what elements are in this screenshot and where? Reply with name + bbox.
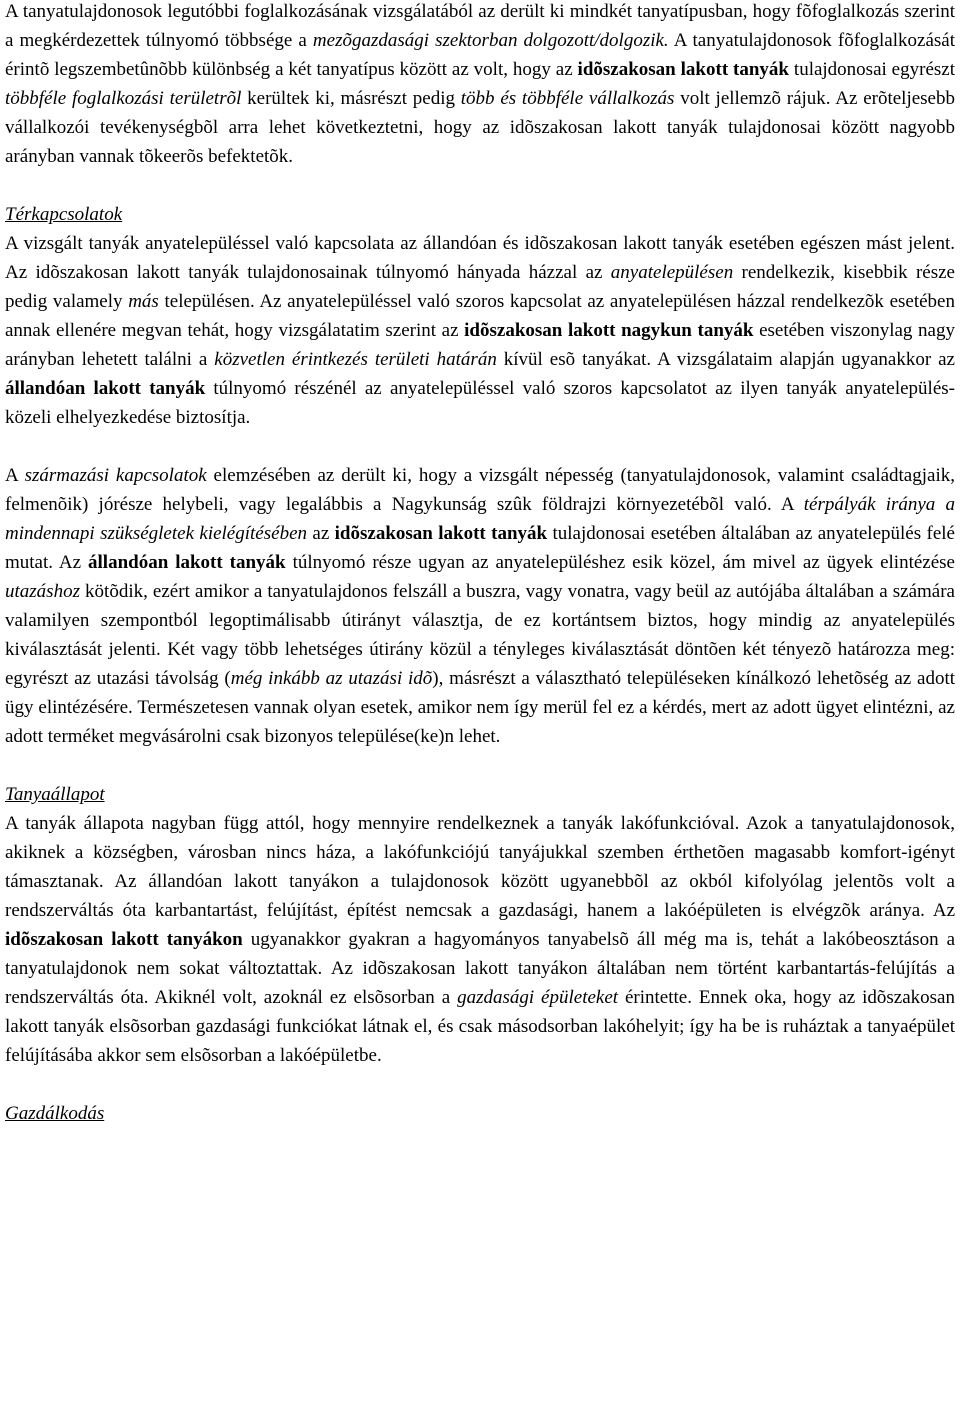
paragraph-spacer bbox=[5, 171, 955, 200]
paragraph-spacer bbox=[5, 751, 955, 780]
intro-bold-periodic-farms: idõszakosan lakott tanyák bbox=[577, 59, 790, 80]
text-run: ugyanakkor gyakran a hagyományos tanyabelsõ áll még ma is, tehát a lakóbeosztáson a tanyatulajdonok nem sokat változtattak. Az idõszakosan lakott tanyákon általában nem történt karbantartás-felújítás a rendszerváltás óta. Akiknél volt, azoknál ez elsõsorban a bbox=[5, 929, 955, 1008]
text-run: az bbox=[307, 523, 335, 544]
text-run: településen. Az anyatelepüléssel való szoros kapcsolat az anyatelepülésen házzal rendelkezõk esetében annak ellenére megvan tehát, hogy vizsgálatatim szerint az bbox=[5, 291, 955, 341]
intro-text-3: tulajdonosai egyrészt bbox=[789, 59, 955, 80]
bold-run: idõszakosan lakott tanyákon bbox=[5, 929, 243, 950]
paragraph-spacer bbox=[5, 1070, 955, 1099]
intro-emphasis-sector: mezõgazdasági szektorban dolgozott/dolgozik. bbox=[312, 30, 669, 51]
emphasis-run: közvetlen érintkezés területi határán bbox=[214, 349, 497, 370]
emphasis-run: származási kapcsolatok bbox=[24, 465, 207, 486]
section-heading-gazdalkodas: Gazdálkodás bbox=[5, 1103, 105, 1124]
intro-text-2: A tanyatulajdonosok fõfoglalkozását érintõ legszembetûnõbb különbség a két tanyatípus között az volt, hogy az bbox=[5, 30, 955, 80]
bold-run: állandóan lakott tanyák bbox=[5, 378, 206, 399]
intro-text-5: volt jellemzõ rájuk. Az erõteljesebb vállalkozói tevékenységbõl arra lehet következtetni, hogy az idõszakosan lakott tanyák tulajdonosai között nagyobb arányban vannak tõkeerõs befektetõk. bbox=[5, 88, 955, 167]
text-run: ), másrészt a választható településeken kínálkozó lehetõség az adott ügy elintézésére. Természetesen vannak olyan esetek, amikor nem így merül fel ez a kérdés, mert az adott ügyet elintézni, az adott terméket megvásárolni csak bizonyos települése(ke)n lehet. bbox=[5, 668, 956, 747]
text-run: kívül esõ tanyákat. A vizsgálataim alapján ugyanakkor az bbox=[496, 349, 955, 370]
text-run: túlnyomó részénél az anyatelepüléssel való szoros kapcsolatot az ilyen tanyák anyatelepülés-közeli elhelyezkedése biztosítja. bbox=[5, 378, 955, 428]
text-run: A tanyák állapota nagyban függ attól, hogy mennyire rendelkeznek a tanyák lakófunkcióval. Azok a tanyatulajdonosok, akiknek a községben, városban nincs háza, a lakófunkciójú tanyájukkal szemben érthetõen magasabb komfort-igényt támasztanak. Az állandóan lakott tanyákon a tulajdonosok között ugyanebbõl az okból kifolyólag jelentõs volt a rendszerváltás óta karbantartást, felújítást, építést nemcsak a gazdasági, hanem a lakóépületen is elvégzõk aránya. Az bbox=[5, 813, 955, 921]
bold-run: idõszakosan lakott nagykun tanyák bbox=[464, 320, 754, 341]
terkapcsolatok-paragraph-1 bbox=[5, 229, 955, 432]
intro-text-1: A tanyatulajdonosok legutóbbi foglalkozásának vizsgálatából az derült ki mindkét tanyatípusban, hogy fõfoglalkozás szerint a megkérdezettek túlnyomó többsége a bbox=[5, 1, 955, 51]
text-run: tulajdonosai esetében általában az anyatelepülés felé mutat. Az bbox=[5, 523, 955, 573]
emphasis-run: gazdasági épületeket bbox=[457, 987, 619, 1008]
text-run: A vizsgált tanyák anyatelepüléssel való kapcsolata az állandóan és idõszakosan lakott tanyák esetében egészen mást jelent. Az idõszakosan lakott tanyák tulajdonosainak túlnyomó hányada házzal az bbox=[5, 233, 955, 283]
text-run: esetében viszonylag nagy arányban lehetett találni a bbox=[5, 320, 955, 370]
text-run: túlnyomó része ugyan az anyatelepüléshez esik közel, ám mivel az ügyek elintézése bbox=[285, 552, 955, 573]
text-run: A bbox=[5, 465, 25, 486]
paragraph-spacer bbox=[5, 432, 955, 461]
intro-paragraph bbox=[5, 0, 955, 171]
bold-run: idõszakosan lakott tanyák bbox=[334, 523, 548, 544]
tanyaallapot-paragraph-1 bbox=[5, 809, 955, 1070]
text-run: elemzésében az derült ki, hogy a vizsgált népesség (tanyatulajdonosok, valamint családtagjaik, felmenõik) jórésze helybeli, vagy legalábbis a Nagykunság szûk földrajzi környezetébõl való. A bbox=[5, 465, 955, 515]
intro-emphasis-occupations: többféle foglalkozási területrõl bbox=[5, 88, 242, 109]
text-run: érintette. Ennek oka, hogy az idõszakosan lakott tanyák elsõsorban gazdasági funkciókat látnak el, és csak másodsorban lakóhelyit; így ha be is ruháztak a tanyaépület felújításába akkor sem elsõsorban a lakóépületbe. bbox=[5, 987, 955, 1066]
emphasis-run: még inkább az utazási idõ bbox=[230, 668, 433, 689]
intro-text-4: kerültek ki, másrészt pedig bbox=[241, 88, 461, 109]
section-heading-tanyaallapot: Tanyaállapot bbox=[5, 784, 105, 805]
emphasis-run: térpályák iránya a mindennapi szükségletek kielégítésében bbox=[5, 494, 956, 544]
emphasis-run: utazáshoz bbox=[5, 581, 80, 602]
text-run: kötõdik, ezért amikor a tanyatulajdonos felszáll a buszra, vagy vonatra, vagy beül az autójába általában a számára valamilyen szempontból legoptimálisabb útirányt választja, de ez kortántsem biztos, hogy mindig az anyatelepülés kiválasztását jelenti. Két vagy több lehetséges útirány közül a tényleges kiválasztását döntõen két tényezõ határozza meg: egyrészt az utazási távolság ( bbox=[5, 581, 955, 689]
terkapcsolatok-paragraph-2 bbox=[5, 461, 955, 751]
intro-emphasis-enterprises: több és többféle vállalkozás bbox=[460, 88, 675, 109]
section-heading-terkapcsolatok: Térkapcsolatok bbox=[5, 204, 123, 225]
emphasis-run: anyatelepülésen bbox=[610, 262, 734, 283]
bold-run: állandóan lakott tanyák bbox=[88, 552, 286, 573]
text-run: rendelkezik, kisebbik része pedig valamely bbox=[5, 262, 955, 312]
emphasis-run: más bbox=[128, 291, 159, 312]
